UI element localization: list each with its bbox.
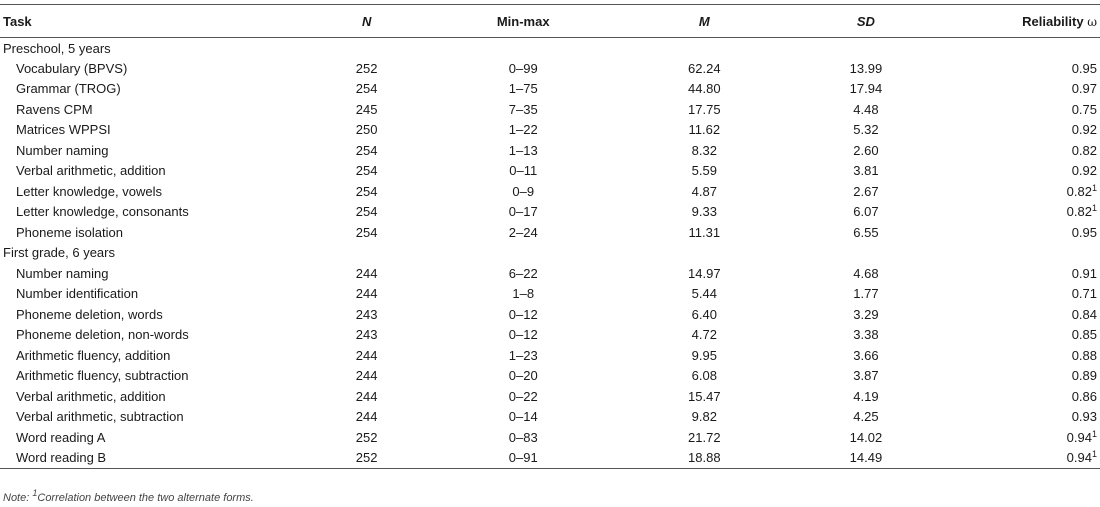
table-row — [0, 161, 1100, 182]
cell-minmax: 0–17 — [508, 204, 538, 220]
table-row — [0, 181, 1100, 202]
header-row — [0, 5, 1100, 38]
reliability-value: 0.97 — [1071, 81, 1097, 97]
cell-mean: 44.80 — [688, 81, 721, 97]
reliability-value: 0.86 — [1071, 388, 1097, 404]
reliability-value: 0.71 — [1071, 286, 1097, 302]
table-row — [0, 448, 1100, 469]
cell-n: 243 — [355, 327, 378, 343]
header-n-label: N — [361, 13, 372, 29]
header-sd — [792, 5, 939, 38]
table-note — [3, 488, 254, 504]
cell-sd: 2.67 — [853, 183, 879, 199]
reliability-value: 0.82 — [1066, 183, 1092, 199]
cell-reliability — [939, 140, 1100, 161]
cell-sd: 3.81 — [853, 163, 879, 179]
reliability-value: 0.94 — [1066, 450, 1092, 465]
cell-n: 254 — [355, 163, 378, 179]
cell-task: Number identification — [16, 286, 139, 302]
cell-n: 244 — [355, 347, 378, 363]
cell-reliability — [939, 120, 1100, 141]
cell-n: 245 — [355, 101, 378, 117]
cell-sd: 3.29 — [853, 306, 879, 322]
table-row — [0, 202, 1100, 223]
cell-task: Arithmetic fluency, addition — [16, 347, 171, 363]
cell-task: Letter knowledge, consonants — [16, 204, 189, 220]
header-reliability-label: Reliability — [1022, 13, 1084, 29]
header-minmax: Min-max — [430, 5, 616, 38]
cell-minmax: 0–12 — [508, 306, 538, 322]
cell-mean: 21.72 — [688, 429, 721, 445]
table-row — [0, 263, 1100, 284]
cell-n: 252 — [303, 448, 430, 469]
cell-n: 244 — [355, 286, 378, 302]
cell-reliability — [939, 181, 1100, 202]
reliability-value: 0.82 — [1066, 204, 1092, 220]
reliability-value: 0.75 — [1071, 101, 1097, 117]
header-m-label: M — [698, 13, 710, 29]
cell-mean: 4.87 — [691, 183, 717, 199]
cell-n: 250 — [355, 122, 378, 138]
cell-task: Letter knowledge, vowels — [16, 183, 162, 199]
header-omega-symbol: ω — [1087, 14, 1097, 29]
cell-sd: 17.94 — [849, 81, 883, 97]
cell-mean: 18.88 — [616, 448, 792, 469]
cell-reliability — [939, 345, 1100, 366]
table-body — [0, 38, 1100, 469]
cell-n: 252 — [355, 60, 378, 76]
cell-reliability — [939, 284, 1100, 305]
cell-mean: 5.44 — [691, 286, 717, 302]
cell-reliability — [939, 58, 1100, 79]
table-row — [0, 427, 1100, 448]
cell-minmax: 0–12 — [508, 327, 538, 343]
cell-mean: 9.33 — [691, 204, 717, 220]
cell-sd: 2.60 — [853, 142, 879, 158]
section-title: First grade, 6 years — [3, 245, 115, 261]
table-row — [0, 58, 1100, 79]
reliability-footnote-marker: 1 — [1091, 449, 1097, 459]
cell-reliability — [939, 79, 1100, 100]
reliability-value: 0.89 — [1071, 368, 1097, 384]
header-m — [616, 5, 792, 38]
table-row — [0, 79, 1100, 100]
cell-sd: 4.25 — [853, 409, 879, 425]
cell-mean: 14.97 — [688, 265, 721, 281]
reliability-value: 0.92 — [1071, 163, 1097, 179]
cell-mean: 15.47 — [688, 388, 721, 404]
cell-reliability — [939, 366, 1100, 387]
cell-sd: 3.87 — [853, 368, 879, 384]
note-superscript: 1 — [32, 488, 38, 498]
cell-minmax: 0–91 — [430, 448, 616, 469]
cell-reliability — [939, 99, 1100, 120]
cell-task: Verbal arithmetic, addition — [16, 388, 166, 404]
cell-n: 254 — [355, 183, 378, 199]
cell-sd: 14.49 — [792, 448, 939, 469]
cell-mean: 6.08 — [691, 368, 717, 384]
cell-task: Ravens CPM — [16, 101, 93, 117]
cell-minmax: 0–20 — [508, 368, 538, 384]
cell-mean: 6.40 — [691, 306, 717, 322]
table-row — [0, 407, 1100, 428]
cell-task: Number naming — [16, 142, 109, 158]
cell-n: 252 — [355, 429, 378, 445]
reliability-value: 0.82 — [1071, 142, 1097, 158]
cell-minmax: 7–35 — [508, 101, 538, 117]
cell-sd: 3.38 — [853, 327, 879, 343]
cell-sd: 6.55 — [853, 224, 879, 240]
cell-reliability — [939, 202, 1100, 223]
cell-task: Phoneme deletion, non-words — [16, 327, 189, 343]
cell-minmax: 1–75 — [508, 81, 538, 97]
cell-mean: 9.95 — [691, 347, 717, 363]
table-row — [0, 222, 1100, 243]
cell-sd: 4.68 — [853, 265, 879, 281]
reliability-footnote-marker: 1 — [1091, 182, 1097, 193]
cell-minmax: 0–11 — [509, 163, 538, 179]
cell-mean: 8.32 — [691, 142, 717, 158]
cell-sd: 3.66 — [853, 347, 879, 363]
cell-n: 243 — [355, 306, 378, 322]
cell-minmax: 1–13 — [508, 142, 538, 158]
cell-task: Vocabulary (BPVS) — [16, 60, 128, 76]
reliability-value: 0.94 — [1066, 429, 1092, 445]
reliability-value: 0.88 — [1071, 347, 1097, 363]
cell-n: 244 — [355, 368, 378, 384]
header-reliability — [939, 5, 1100, 38]
header-sd-label: SD — [856, 13, 875, 29]
cell-task: Verbal arithmetic, addition — [16, 163, 166, 179]
reliability-value: 0.85 — [1071, 327, 1097, 343]
cell-task: Number naming — [16, 265, 109, 281]
cell-sd: 13.99 — [849, 60, 883, 76]
cell-reliability — [939, 304, 1100, 325]
table-row — [0, 386, 1100, 407]
cell-task: Phoneme deletion, words — [16, 306, 163, 322]
cell-sd: 1.77 — [853, 286, 879, 302]
cell-n: 254 — [355, 204, 378, 220]
cell-mean: 11.31 — [688, 224, 721, 240]
cell-mean: 4.72 — [691, 327, 717, 343]
cell-n: 254 — [355, 81, 378, 97]
cell-reliability — [939, 161, 1100, 182]
section-title: Preschool, 5 years — [3, 40, 111, 56]
cell-reliability — [939, 427, 1100, 448]
reliability-value: 0.95 — [1071, 224, 1097, 240]
cell-sd: 5.32 — [853, 122, 879, 138]
table-row — [0, 284, 1100, 305]
reliability-footnote-marker: 1 — [1091, 428, 1097, 439]
cell-reliability — [939, 407, 1100, 428]
cell-task: Matrices WPPSI — [16, 122, 111, 138]
cell-sd: 4.19 — [853, 388, 879, 404]
cell-mean: 11.62 — [688, 122, 721, 138]
cell-minmax: 6–22 — [508, 265, 538, 281]
section-row — [0, 243, 1100, 264]
cell-task: Phoneme isolation — [16, 224, 123, 240]
cell-minmax: 1–22 — [508, 122, 538, 138]
cell-minmax: 0–9 — [512, 183, 535, 199]
table-row — [0, 140, 1100, 161]
cell-task: Word reading B — [0, 448, 303, 469]
cell-minmax: 0–83 — [508, 429, 538, 445]
table-row — [0, 99, 1100, 120]
cell-n: 254 — [355, 142, 378, 158]
cell-n: 244 — [355, 265, 378, 281]
cell-sd: 6.07 — [853, 204, 879, 220]
cell-mean: 62.24 — [688, 60, 721, 76]
table-row — [0, 120, 1100, 141]
cell-task: Arithmetic fluency, subtraction — [16, 368, 189, 384]
cell-n: 244 — [355, 388, 378, 404]
cell-reliability — [939, 325, 1100, 346]
cell-sd: 4.48 — [853, 101, 879, 117]
cell-minmax: 2–24 — [508, 224, 538, 240]
cell-task: Verbal arithmetic, subtraction — [16, 409, 184, 425]
cell-reliability — [939, 386, 1100, 407]
reliability-value: 0.93 — [1071, 409, 1097, 425]
section-row — [0, 38, 1100, 59]
cell-minmax: 0–99 — [508, 60, 538, 76]
cell-mean: 17.75 — [688, 101, 721, 117]
table-row — [0, 366, 1100, 387]
reliability-value: 0.84 — [1071, 306, 1097, 322]
cell-task: Word reading A — [16, 429, 106, 445]
cell-task: Grammar (TROG) — [16, 81, 121, 97]
table-row — [0, 345, 1100, 366]
note-text: Correlation between the two alternate forms. — [37, 492, 254, 504]
cell-n: 254 — [355, 224, 378, 240]
table-header — [0, 5, 1100, 38]
descriptive-statistics-table — [0, 4, 1100, 469]
note-prefix: Note: — [3, 492, 30, 504]
table-row — [0, 325, 1100, 346]
reliability-value: 0.95 — [1071, 60, 1097, 76]
table-row — [0, 304, 1100, 325]
cell-reliability — [939, 263, 1100, 284]
reliability-footnote-marker: 1 — [1091, 203, 1097, 214]
cell-minmax: 0–14 — [508, 409, 538, 425]
cell-minmax: 1–23 — [508, 347, 538, 363]
cell-reliability — [939, 448, 1100, 469]
header-n — [303, 5, 430, 38]
cell-mean: 5.59 — [691, 163, 717, 179]
cell-minmax: 0–22 — [508, 388, 538, 404]
cell-sd: 14.02 — [849, 429, 883, 445]
cell-reliability — [939, 222, 1100, 243]
header-task: Task — [0, 5, 303, 38]
reliability-value: 0.91 — [1071, 265, 1097, 281]
cell-minmax: 1–8 — [512, 286, 535, 302]
cell-n: 244 — [355, 409, 378, 425]
reliability-value: 0.92 — [1071, 122, 1097, 138]
cell-mean: 9.82 — [691, 409, 717, 425]
